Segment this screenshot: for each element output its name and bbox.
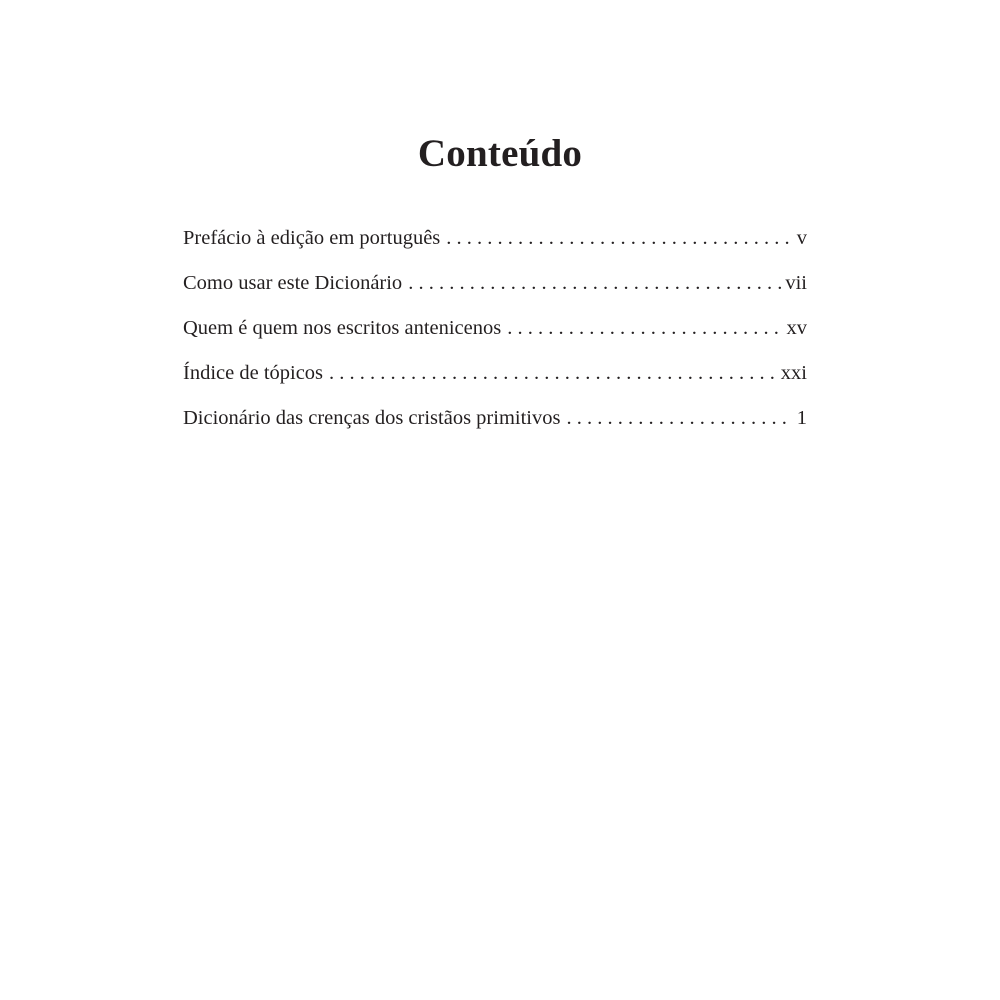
toc-entry-como-usar[interactable] (183, 266, 807, 311)
dot-leader (446, 221, 792, 255)
toc-entry-dicionario[interactable] (183, 401, 807, 446)
dot-leader (566, 401, 792, 435)
toc-entry-label: Como usar este Dicionário (183, 272, 403, 294)
page-title: Conteúdo (417, 132, 583, 175)
dot-leader (408, 266, 781, 300)
dot-leader (329, 356, 777, 390)
toc-entry-page-number: 1 (796, 407, 807, 429)
toc-entry-label: Dicionário das crenças dos cristãos primitivos (183, 407, 561, 429)
toc-entry-page-number: xv (786, 317, 807, 339)
toc-entry-page-number: v (796, 227, 807, 249)
dot-leader (507, 311, 782, 345)
toc-entry-prefacio[interactable] (183, 221, 807, 266)
toc-entry-quem-e-quem[interactable] (183, 311, 807, 356)
toc-entry-label: Quem é quem nos escritos antenicenos (183, 317, 502, 339)
table-of-contents (183, 221, 807, 446)
toc-entry-label: Prefácio à edição em português (183, 227, 441, 249)
toc-entry-indice[interactable] (183, 356, 807, 401)
toc-entry-page-number: xxi (780, 362, 807, 384)
toc-entry-label: Índice de tópicos (183, 362, 324, 384)
toc-entry-page-number: vii (785, 272, 807, 294)
